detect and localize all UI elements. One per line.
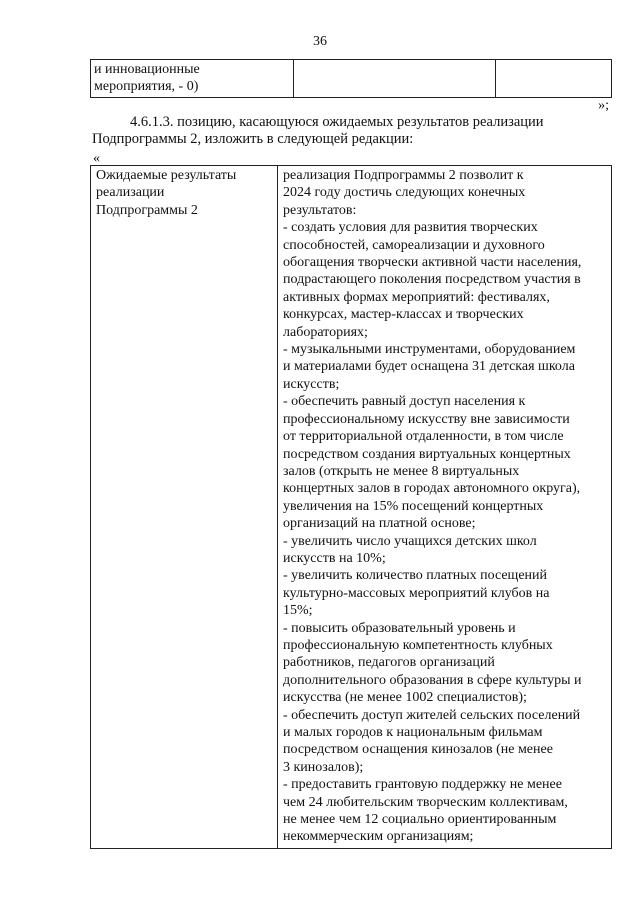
label-line: Ожидаемые результаты — [96, 168, 237, 183]
opening-quote-mark: « — [93, 151, 100, 166]
result-line: увеличения на 15% посещений концертных — [283, 498, 544, 514]
result-line: некоммерческим организациям; — [283, 829, 474, 845]
table-cell-empty — [294, 60, 496, 98]
result-line: - обеспечить доступ жителей сельских поселений — [283, 707, 581, 723]
result-line: залов (открыть не менее 8 виртуальных — [283, 463, 520, 479]
result-line: 15%; — [283, 603, 313, 619]
expected-results-table — [90, 165, 612, 849]
table-row — [91, 60, 612, 98]
result-line: обогащения творчески активной части населения, — [283, 255, 582, 271]
previous-table-fragment — [90, 59, 612, 98]
result-line: чем 24 любительским творческим коллективам, — [283, 794, 568, 810]
results-description-cell — [278, 166, 612, 849]
result-line: организаций на платной основе; — [283, 516, 476, 532]
result-line: культурно-массовых мероприятий клубов на — [283, 585, 550, 601]
result-line: не менее чем 12 социально ориентированным — [283, 812, 557, 828]
result-line: конкурсах, мастер-классах и творческих — [283, 307, 524, 323]
result-line: и материалами будет оснащена 31 детская школа — [283, 359, 575, 375]
page-number: 36 — [313, 34, 327, 49]
result-line: - увеличить число учащихся детских школ — [283, 533, 537, 549]
result-line: - музыкальными инструментами, оборудованием — [283, 342, 576, 358]
amendment-paragraph — [92, 114, 610, 148]
result-line: работников, педагогов организаций — [283, 655, 495, 671]
result-line: профессиональному искусству вне зависимости — [283, 411, 570, 427]
result-line: профессиональную компетентность клубных — [283, 637, 553, 653]
result-line: посредством оснащения кинозалов (не менее — [283, 742, 553, 758]
cell-text-line: и инновационные — [94, 62, 200, 77]
result-line: и малых городов к национальным фильмам — [283, 725, 543, 740]
result-line: - создать условия для развития творческих — [283, 220, 538, 236]
result-line: лабораториях; — [283, 324, 368, 340]
result-line: результатов: — [283, 202, 357, 218]
result-line: - обеспечить равный доступ населения к — [283, 394, 526, 410]
result-line: дополнительного образования в сфере культуры и — [283, 672, 582, 688]
paragraph-line: Подпрограммы 2, изложить в следующей редакции: — [92, 131, 414, 147]
table-cell — [91, 60, 294, 98]
result-line: - повысить образовательный уровень и — [283, 620, 516, 636]
position-label-cell — [91, 166, 278, 849]
result-line: подрастающего поколения посредством участия в — [283, 272, 581, 288]
result-line: искусств; — [283, 376, 340, 392]
result-line: 2024 году достичь следующих конечных — [283, 185, 526, 201]
label-line: реализации — [96, 185, 165, 201]
result-line: искусств на 10%; — [283, 550, 386, 566]
result-line: реализация Подпрограммы 2 позволит к — [283, 168, 524, 183]
paragraph-line: 4.6.1.3. позицию, касающуюся ожидаемых результатов реализации — [130, 114, 544, 130]
cell-text-line: мероприятия, - 0) — [94, 79, 199, 94]
result-line: - увеличить количество платных посещений — [283, 568, 548, 584]
result-line: от территориальной отдаленности, в том числе — [283, 429, 564, 445]
closing-quote-mark: »; — [598, 98, 609, 113]
result-line: активных формах мероприятий: фестивалях, — [283, 289, 550, 305]
table-row — [91, 166, 612, 849]
result-line: - предоставить грантовую поддержку не менее — [283, 777, 562, 793]
result-line: концертных залов в городах автономного округа), — [283, 481, 581, 497]
result-line: способностей, самореализации и духовного — [283, 237, 545, 253]
result-line: посредством создания виртуальных концертных — [283, 446, 571, 462]
table-cell-empty — [496, 60, 612, 98]
result-line: 3 кинозалов); — [283, 759, 364, 775]
label-line: Подпрограммы 2 — [96, 202, 198, 218]
result-line: искусства (не менее 1002 специалистов); — [283, 690, 527, 706]
